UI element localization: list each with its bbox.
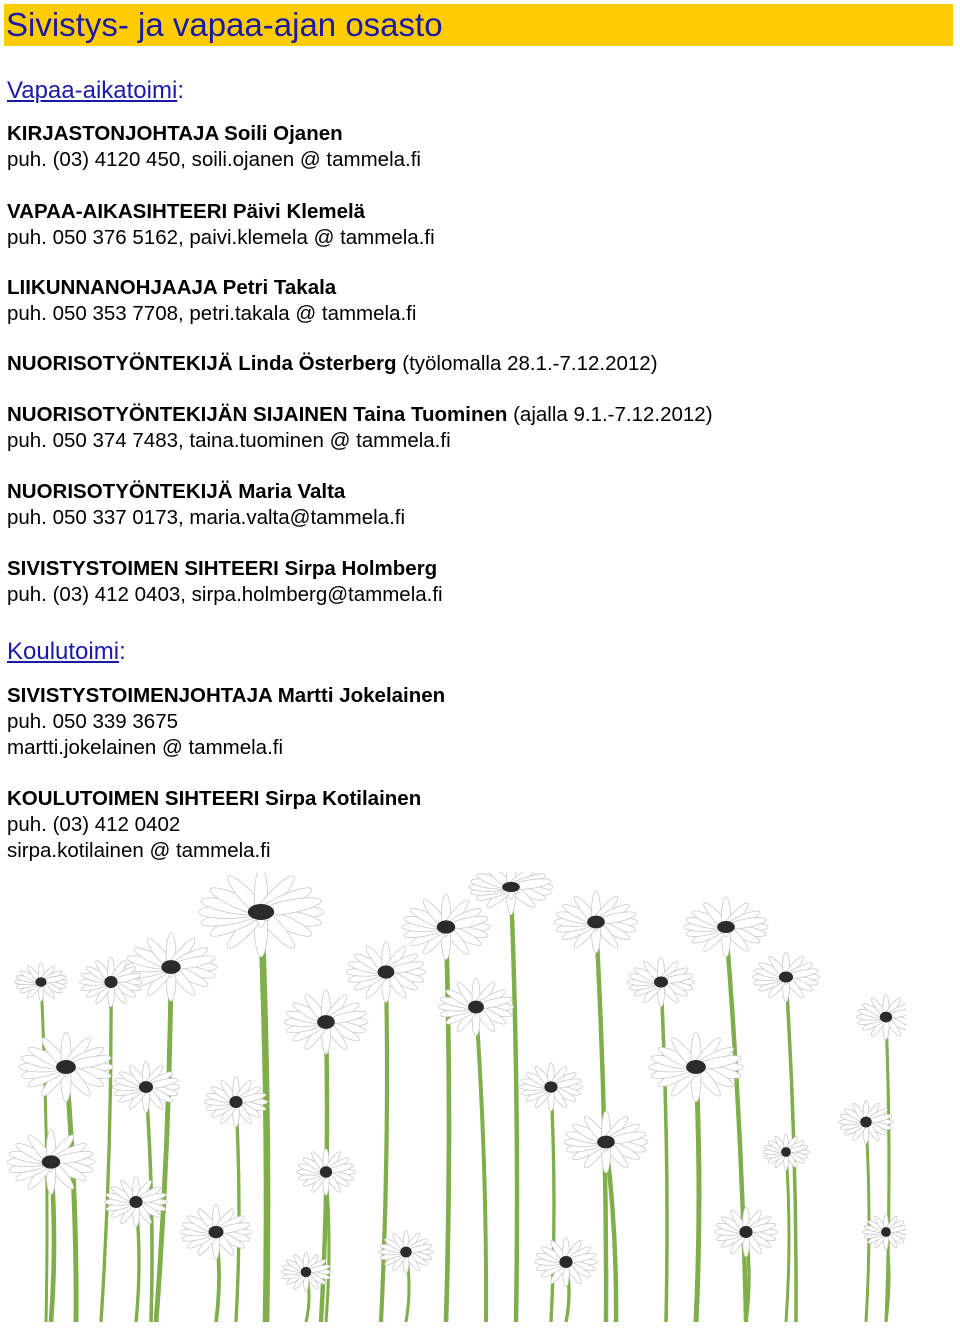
contact-role: SIVISTYSTOIMENJOHTAJA Martti Jokelainen bbox=[7, 684, 446, 707]
daisy-stem bbox=[381, 972, 387, 1322]
daisy-head bbox=[379, 1230, 434, 1273]
contact-role: SIVISTYSTOIMEN SIHTEERI Sirpa Holmberg bbox=[7, 557, 438, 580]
daisy-center bbox=[781, 1147, 791, 1157]
daisy-center bbox=[686, 1060, 706, 1074]
daisy-head bbox=[763, 1134, 809, 1171]
daisy-center bbox=[161, 960, 180, 974]
daisy-stem bbox=[786, 1152, 789, 1322]
contact-details: puh. (03) 4120 450, soili.ojanen @ tammela.fi bbox=[7, 148, 421, 171]
daisy-stem bbox=[511, 887, 517, 1322]
contact-role: NUORISOTYÖNTEKIJÄ Linda Österberg bbox=[7, 352, 397, 375]
contact-details: puh. (03) 412 0403, sirpa.holmberg@tammela.fi bbox=[7, 583, 443, 606]
daisy-stem bbox=[551, 1087, 554, 1322]
contact-details: puh. 050 339 3675 bbox=[7, 710, 178, 733]
daisy-center bbox=[248, 904, 274, 920]
daisy-head bbox=[535, 1237, 598, 1287]
daisy-center bbox=[881, 1227, 891, 1237]
contact-note: (ajalla 9.1.-7.12.2012) bbox=[507, 403, 713, 426]
daisy-center bbox=[400, 1247, 411, 1258]
contact-role: NUORISOTYÖNTEKIJÄ Maria Valta bbox=[7, 480, 346, 503]
title-bar bbox=[4, 4, 953, 46]
contact-role: KOULUTOIMEN SIHTEERI Sirpa Kotilainen bbox=[7, 787, 422, 810]
daisy-center bbox=[597, 1136, 615, 1149]
daisy-center bbox=[717, 921, 735, 933]
daisy-head bbox=[297, 1149, 356, 1195]
daisy-stem bbox=[476, 1007, 486, 1322]
daisy-stem bbox=[696, 1067, 699, 1322]
section-heading-link[interactable]: Koulutoimi bbox=[7, 638, 120, 665]
daisy-head bbox=[402, 894, 490, 959]
daisy-head bbox=[627, 957, 694, 1007]
daisy-head bbox=[284, 990, 368, 1054]
daisy-stem bbox=[66, 1067, 76, 1322]
daisy-center bbox=[880, 1012, 892, 1023]
daisy-head bbox=[554, 891, 638, 953]
contact-details: puh. 050 376 5162, paivi.klemela @ tammela.fi bbox=[7, 226, 435, 249]
contact-email: martti.jokelainen @ tammela.fi bbox=[7, 736, 284, 759]
daisy-head bbox=[520, 1063, 583, 1111]
page-title: Sivistys- ja vapaa-ajan osasto bbox=[6, 6, 443, 43]
section-heading-koulutoimi[interactable]: Koulutoimi: bbox=[7, 638, 126, 665]
daisy-stem bbox=[236, 1102, 239, 1322]
daisy-head bbox=[752, 952, 819, 1002]
daisy-head bbox=[205, 1077, 268, 1127]
daisy-head bbox=[469, 872, 553, 915]
daisy-center bbox=[129, 1196, 142, 1208]
daisy-center bbox=[544, 1081, 557, 1092]
contact-role: VAPAA-AIKASIHTEERI Päivi Klemelä bbox=[7, 200, 366, 223]
contact-details: puh. (03) 412 0402 bbox=[7, 813, 181, 836]
daisy-center bbox=[378, 965, 395, 978]
daisy-head bbox=[346, 942, 426, 1003]
daisy-center bbox=[779, 971, 793, 982]
daisy-head bbox=[180, 1205, 251, 1260]
daisy-stem bbox=[101, 982, 111, 1322]
daisy-illustration bbox=[6, 872, 906, 1322]
daisy-stem bbox=[446, 927, 449, 1322]
contact-entry bbox=[7, 402, 713, 454]
daisy-head bbox=[19, 1032, 114, 1102]
daisy-head bbox=[564, 1111, 648, 1173]
contact-details: puh. 050 337 0173, maria.valta@tammela.fi bbox=[7, 506, 406, 529]
contact-entry bbox=[7, 275, 416, 327]
contact-role: LIIKUNNANOHJAAJA Petri Takala bbox=[7, 276, 337, 299]
daisy-center bbox=[502, 882, 520, 892]
daisy-head bbox=[684, 897, 768, 957]
daisy-stem bbox=[261, 912, 267, 1322]
contact-entry bbox=[7, 683, 445, 761]
daisy-center bbox=[739, 1226, 752, 1238]
daisy-center bbox=[104, 976, 117, 988]
daisy-center bbox=[468, 1001, 484, 1014]
daisy-stem bbox=[661, 982, 667, 1322]
daisy-head bbox=[715, 1207, 778, 1257]
daisy-center bbox=[587, 916, 605, 929]
contact-entry bbox=[7, 786, 421, 864]
contact-email: sirpa.kotilainen @ tammela.fi bbox=[7, 839, 271, 862]
daisy-center bbox=[229, 1096, 242, 1108]
daisy-center bbox=[36, 977, 47, 987]
daisy-center bbox=[317, 1015, 335, 1029]
daisy-head bbox=[7, 1129, 95, 1194]
daisy-center bbox=[139, 1081, 153, 1093]
daisy-photo bbox=[6, 872, 906, 1322]
daisy-center bbox=[860, 1117, 871, 1128]
contact-entry bbox=[7, 556, 443, 608]
contact-entry bbox=[7, 351, 658, 377]
contact-details: puh. 050 374 7483, taina.tuominen @ tammela.fi bbox=[7, 429, 451, 452]
contact-entry bbox=[7, 479, 405, 531]
daisy-head bbox=[857, 995, 906, 1040]
daisy-center bbox=[320, 1166, 332, 1177]
daisy-center bbox=[301, 1267, 312, 1277]
section-heading-link[interactable]: Vapaa-aikatoimi bbox=[7, 77, 178, 104]
daisy-head bbox=[15, 963, 68, 1002]
contact-entry bbox=[7, 121, 421, 173]
daisy-head bbox=[839, 1100, 894, 1143]
daisy-stem bbox=[726, 927, 746, 1322]
contact-details: puh. 050 353 7708, petri.takala @ tammela.fi bbox=[7, 302, 417, 325]
contact-role: KIRJASTONJOHTAJA Soili Ojanen bbox=[7, 122, 343, 145]
daisy-stem bbox=[156, 967, 171, 1322]
daisy-head bbox=[198, 872, 324, 957]
daisy-center bbox=[209, 1226, 224, 1238]
contact-note: (työlomalla 28.1.-7.12.2012) bbox=[396, 352, 658, 375]
daisy-center bbox=[654, 976, 668, 987]
daisy-center bbox=[559, 1256, 572, 1268]
contact-entry bbox=[7, 199, 435, 251]
daisy-center bbox=[437, 920, 455, 933]
daisy-center bbox=[42, 1155, 60, 1168]
contact-role: NUORISOTYÖNTEKIJÄN SIJAINEN Taina Tuominen bbox=[7, 403, 508, 426]
section-heading-vapaa-aikatoimi[interactable]: Vapaa-aikatoimi: bbox=[7, 77, 184, 104]
daisy-center bbox=[56, 1060, 76, 1074]
daisy-head bbox=[105, 1177, 168, 1227]
